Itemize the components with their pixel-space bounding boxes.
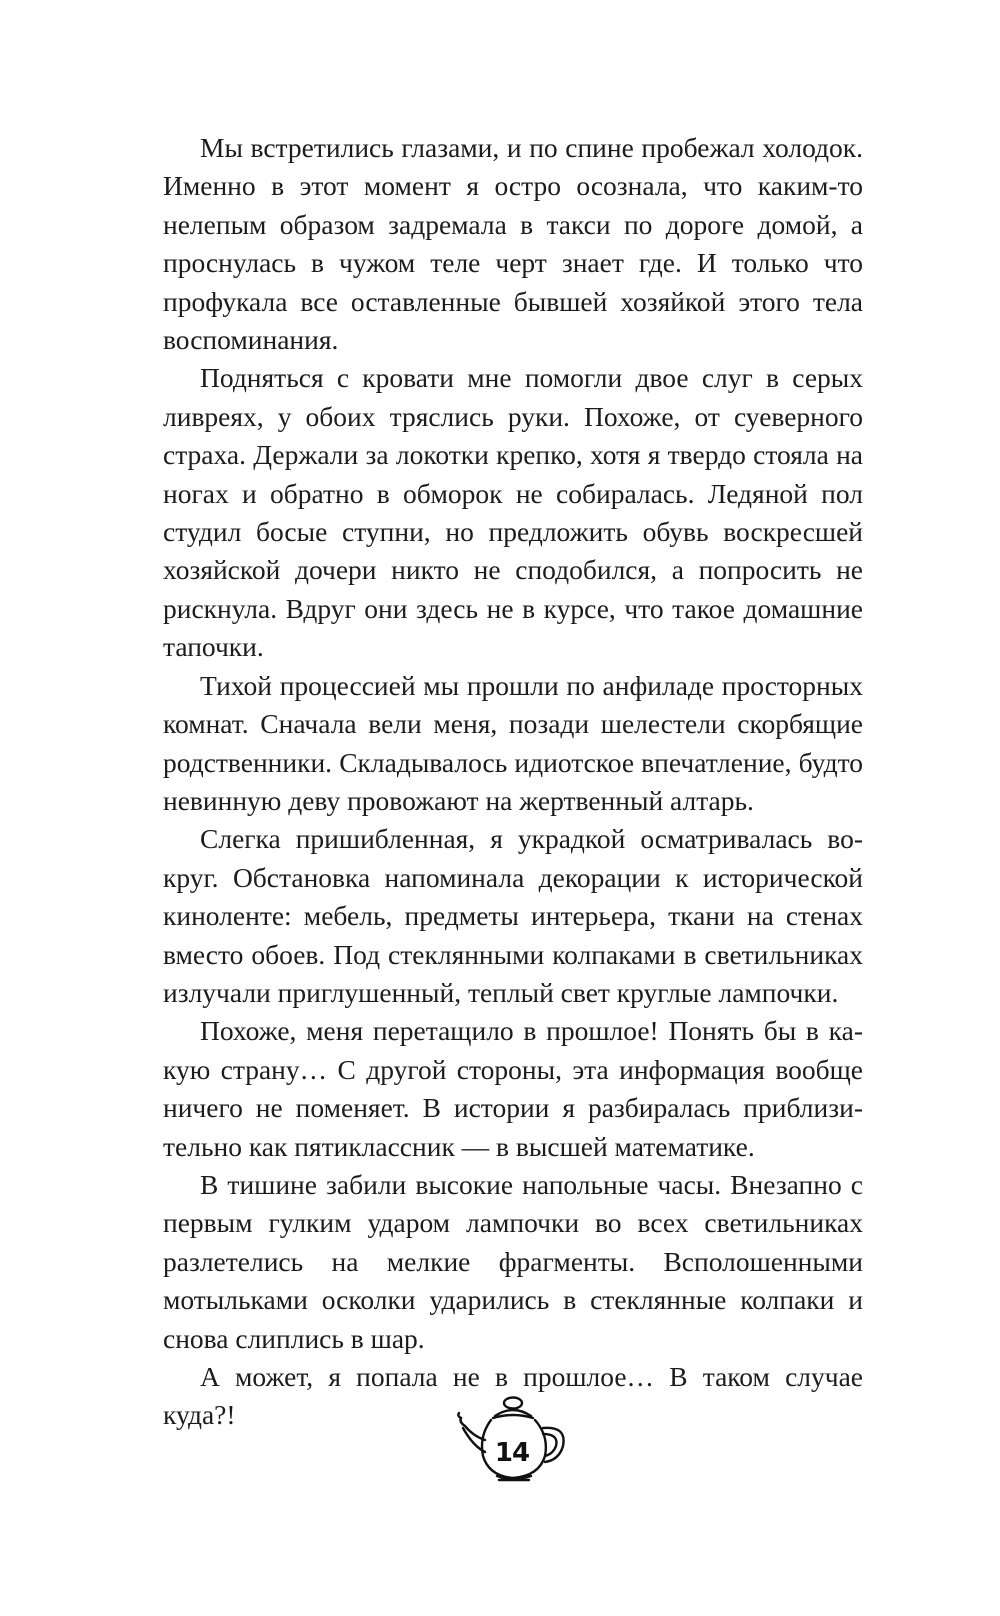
paragraph-1: Мы встретились глазами, и по спине пробежал холодок. Именно в этот момент я остро осознала, что каким-то нелепым образом задремала в такси по дороге домой, а проснулась в чужом теле черт знает где. И только что профукала все оставленные бывшей хозяйкой этого тела воспоминания. (163, 132, 863, 356)
page-body-text (163, 129, 863, 1435)
paragraph-6: В тишине забили высокие напольные часы. Внезапно с первым гулким ударом лампочки во всех светильниках разлетелись на мелкие фрагменты. Всполошенными мотыльками осколки ударились в стеклянные колпаки и снова слиплись в шар. (163, 1168, 863, 1354)
paragraph-5: Похоже, меня перетащило в прошлое! Понять бы в какую страну… С другой стороны, эта информация вообще ничего не поменяет. В истории я разбиралась приблизительно как пятиклассник — в высшей математике. (163, 1015, 863, 1162)
paragraph-2: Подняться с кровати мне помогли двое слуг в серых ливреях, у обоих тряслись руки. Похоже, от суеверного страха. Держали за локотки крепко, хотя я твердо стояла на ногах и обратно в обморок не собиралась. Ледяной пол студил босые ступни, но предложить обувь воскресшей хозяйской дочери никто не сподобился, а попросить не рискнула. Вдруг они здесь не в курсе, что такое домашние тапочки. (163, 362, 863, 663)
paragraph-3: Тихой процессией мы прошли по анфиладе просторных комнат. Сначала вели меня, позади шелестели скорбящие родственники. Складывалось идиотское впечатление, будто невинную деву провожают на жертвенный алтарь. (163, 669, 863, 816)
page-number: 14 (494, 1438, 530, 1468)
paragraph-4: Слегка пришибленная, я украдкой осматривалась вокруг. Обстановка напоминала декорации к исторической киноленте: мебель, предметы интерьера, ткани на стенах вместо обоев. Под стеклянными колпаками в светильниках излучали приглушенный, теплый свет круглые лампочки. (163, 823, 863, 1008)
page-number-ornament (455, 1396, 575, 1484)
paragraph-7: А может, я попала не в прошлое… В таком случае куда?! (163, 1361, 863, 1431)
